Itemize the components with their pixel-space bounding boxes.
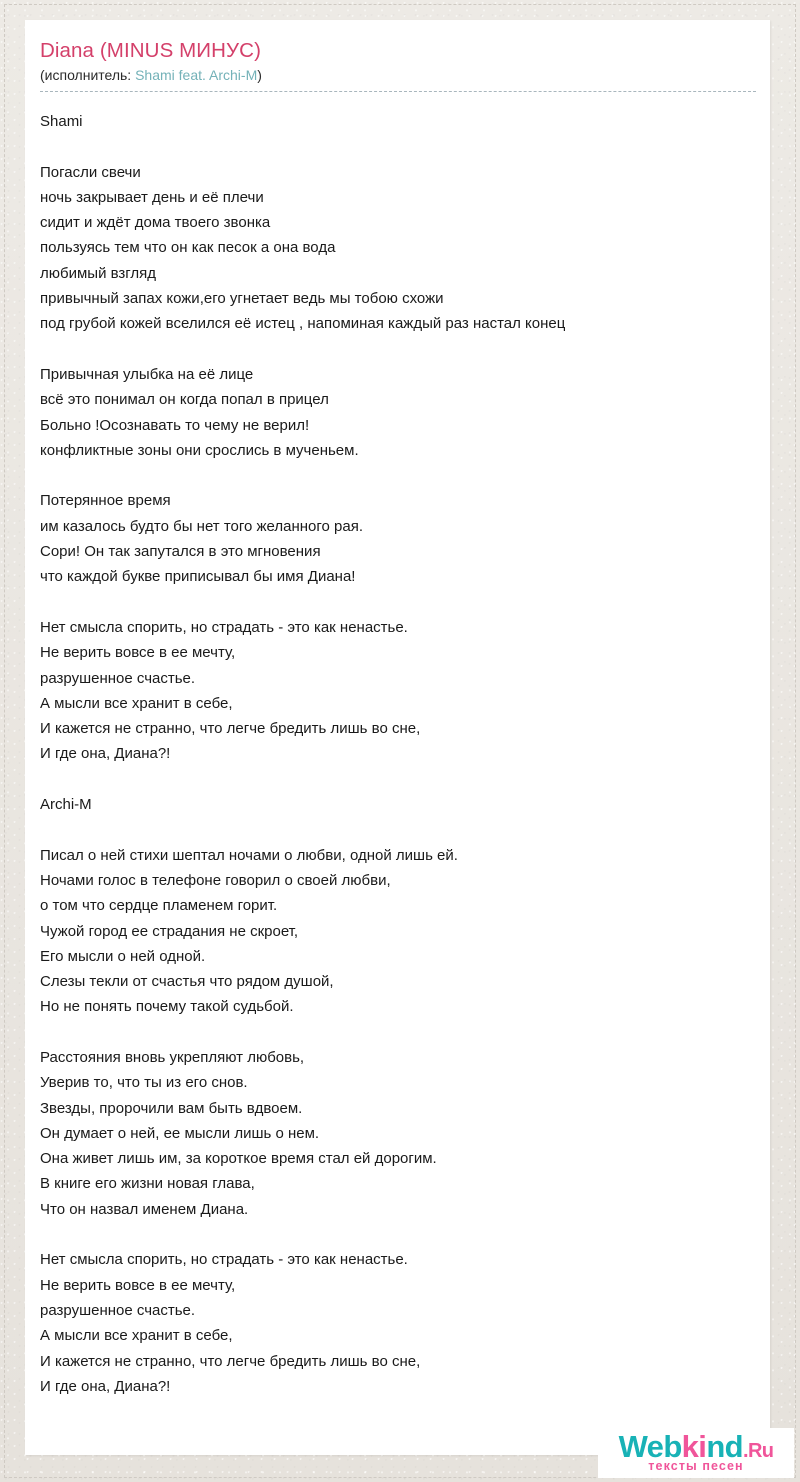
- lyrics-line: привычный запах кожи,его угнетает ведь мы тобою схожи: [40, 290, 444, 308]
- lyrics-line: Больно !Осознавать то чему не верил!: [40, 416, 310, 434]
- lyrics-line: что каждой букве приписывал бы имя Диана!: [40, 568, 356, 586]
- lyrics-line: Погасли свечи: [40, 163, 141, 181]
- lyrics-line: Она живет лишь им, за короткое время стал ей дорогим.: [40, 1150, 437, 1168]
- artist-prefix-label: (исполнитель:: [40, 67, 136, 83]
- lyrics-line: А мысли все хранит в себе,: [40, 694, 233, 712]
- lyrics-line: Не верить вовсе в ее мечту,: [40, 1276, 236, 1294]
- lyrics-line: И где она, Диана?!: [40, 745, 171, 763]
- lyrics-line: Что он назвал именем Диана.: [40, 1200, 249, 1218]
- lyrics-line: Нет смысла спорить, но страдать - это как ненастье.: [40, 1251, 408, 1269]
- lyrics-body: [40, 109, 756, 1399]
- lyrics-line: Писал о ней стихи шептал ночами о любви, одной лишь ей.: [40, 846, 458, 864]
- lyrics-line: И кажется не странно, что легче бредить лишь во сне,: [40, 1352, 421, 1370]
- lyrics-line: сидит и ждёт дома твоего звонка: [40, 214, 271, 232]
- lyrics-line: Звезды, пророчили вам быть вдвоем.: [40, 1099, 303, 1117]
- lyrics-line: под грубой кожей вселился её истец , напоминая каждый раз настал конец: [40, 315, 566, 333]
- lyrics-line: Уверив то, что ты из его снов.: [40, 1074, 248, 1092]
- lyrics-line: Чужой город ее страдания не скроет,: [40, 922, 299, 940]
- lyrics-line: пользуясь тем что он как песок а она вода: [40, 239, 336, 257]
- lyrics-stanza-performer-shami: [40, 109, 756, 134]
- lyrics-line: конфликтные зоны они срослись в мученьем.: [40, 441, 359, 459]
- lyrics-line: Ночами голос в телефоне говорил о своей любви,: [40, 871, 391, 889]
- page-title: Diana (MINUS МИНУС): [40, 39, 262, 62]
- lyrics-line: И где она, Диана?!: [40, 1377, 171, 1395]
- lyrics-line: разрушенное счастье.: [40, 669, 196, 687]
- lyrics-stanza-verse-2: [40, 362, 756, 463]
- lyrics-stanza-performer-archi-m: [40, 792, 756, 817]
- logo-part-ru: .Ru: [743, 1440, 774, 1462]
- lyrics-stanza-verse-4: [40, 843, 756, 1020]
- lyrics-stanza-chorus-1: [40, 615, 756, 767]
- lyrics-stanza-verse-5: [40, 1045, 756, 1222]
- lyrics-stanza-verse-1: [40, 160, 756, 337]
- lyrics-card-inner: [25, 20, 770, 1399]
- lyrics-line: В книге его жизни новая глава,: [40, 1175, 255, 1193]
- lyrics-line: Его мысли о ней одной.: [40, 947, 206, 965]
- logo-tagline: тексты песен: [648, 1459, 744, 1473]
- lyrics-line: им казалось будто бы нет того желанного рая.: [40, 517, 364, 535]
- lyrics-line: Привычная улыбка на её лице: [40, 365, 254, 383]
- lyrics-line: всё это понимал он когда попал в прицел: [40, 391, 329, 409]
- lyrics-line: любимый взгляд: [40, 264, 157, 282]
- lyrics-line: Archi-M: [40, 796, 92, 814]
- lyrics-line: Но не понять почему такой судьбой.: [40, 998, 294, 1016]
- lyrics-line: ночь закрывает день и её плечи: [40, 188, 264, 206]
- lyrics-line: Расстояния вновь укрепляют любовь,: [40, 1048, 305, 1066]
- lyrics-line: Слезы текли от счастья что рядом душой,: [40, 973, 334, 991]
- logo-part-nd: nd: [706, 1429, 743, 1464]
- lyrics-stanza-chorus-2: [40, 1247, 756, 1399]
- lyrics-line: Не верить вовсе в ее мечту,: [40, 644, 236, 662]
- logo-part-we: We: [618, 1429, 664, 1464]
- lyrics-line: Он думает о ней, ее мысли лишь о нем.: [40, 1124, 320, 1142]
- lyrics-line: Shami: [40, 113, 83, 130]
- artist-line: [40, 66, 756, 92]
- lyrics-line: разрушенное счастье.: [40, 1301, 196, 1319]
- logo-part-b: b: [663, 1429, 682, 1464]
- lyrics-card: [25, 20, 770, 1455]
- artist-link[interactable]: Shami feat. Archi-M: [135, 67, 258, 83]
- lyrics-line: Нет смысла спорить, но страдать - это как ненастье.: [40, 618, 408, 636]
- artist-suffix-label: ): [257, 67, 262, 83]
- lyrics-line: А мысли все хранит в себе,: [40, 1327, 233, 1345]
- webkind-logo[interactable]: [598, 1428, 794, 1478]
- logo-part-ki: ki: [681, 1429, 707, 1464]
- lyrics-line: Сори! Он так запутался в это мгновения: [40, 543, 321, 561]
- lyrics-line: Потерянное время: [40, 492, 171, 510]
- lyrics-line: о том что сердце пламенем горит.: [40, 897, 278, 915]
- lyrics-stanza-verse-3: [40, 488, 756, 589]
- lyrics-line: И кажется не странно, что легче бредить лишь во сне,: [40, 720, 421, 738]
